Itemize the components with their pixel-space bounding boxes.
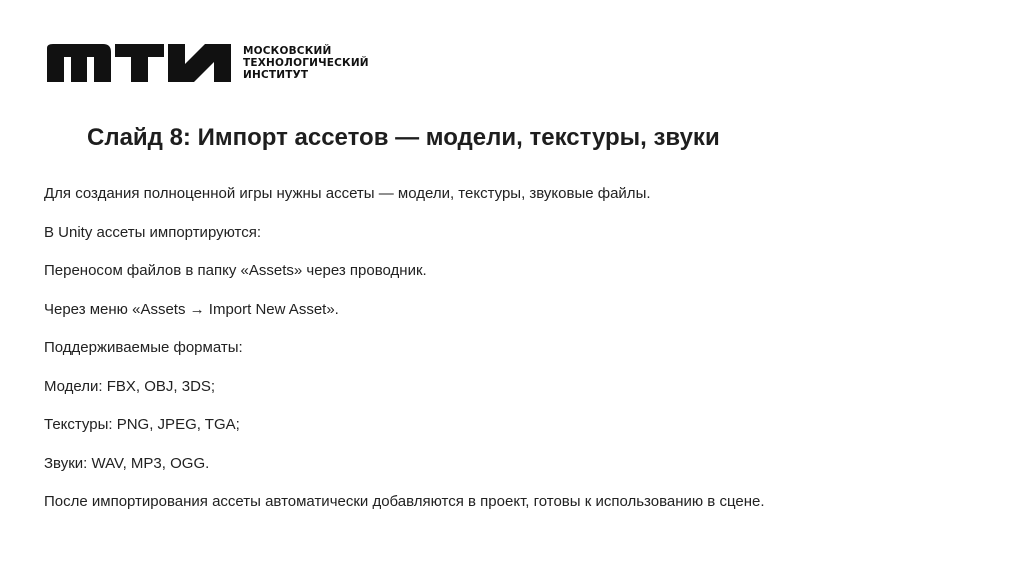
body-line: Звуки: WAV, MP3, OGG. xyxy=(44,454,210,472)
mti-logo-mark xyxy=(47,44,231,82)
logo-line: ТЕХНОЛОГИЧЕСКИЙ xyxy=(243,57,369,69)
slide-title: Слайд 8: Импорт ассетов — модели, текстуры, звуки xyxy=(87,124,720,151)
logo-line: ИНСТИТУТ xyxy=(243,69,309,81)
body-line: Для создания полноценной игры нужны ассеты — модели, текстуры, звуковые файлы. xyxy=(44,185,651,202)
body-line: Через меню «Assets → Import New Asset». xyxy=(44,300,339,318)
body-line: Модели: FBX, OBJ, 3DS; xyxy=(44,377,216,395)
body-line: Поддерживаемые форматы: xyxy=(44,339,243,356)
body-line: Текстуры: PNG, JPEG, TGA; xyxy=(44,416,240,433)
slide-body xyxy=(44,181,765,528)
body-line: После импортирования ассеты автоматически добавляются в проект, готовы к использованию в сцене. xyxy=(44,493,765,510)
body-line: Переносом файлов в папку «Assets» через проводник. xyxy=(44,262,427,279)
logo-text xyxy=(243,45,369,81)
mti-logo xyxy=(47,42,369,84)
logo-line: МОСКОВСКИЙ xyxy=(243,45,332,57)
body-line: В Unity ассеты импортируются: xyxy=(44,223,262,241)
